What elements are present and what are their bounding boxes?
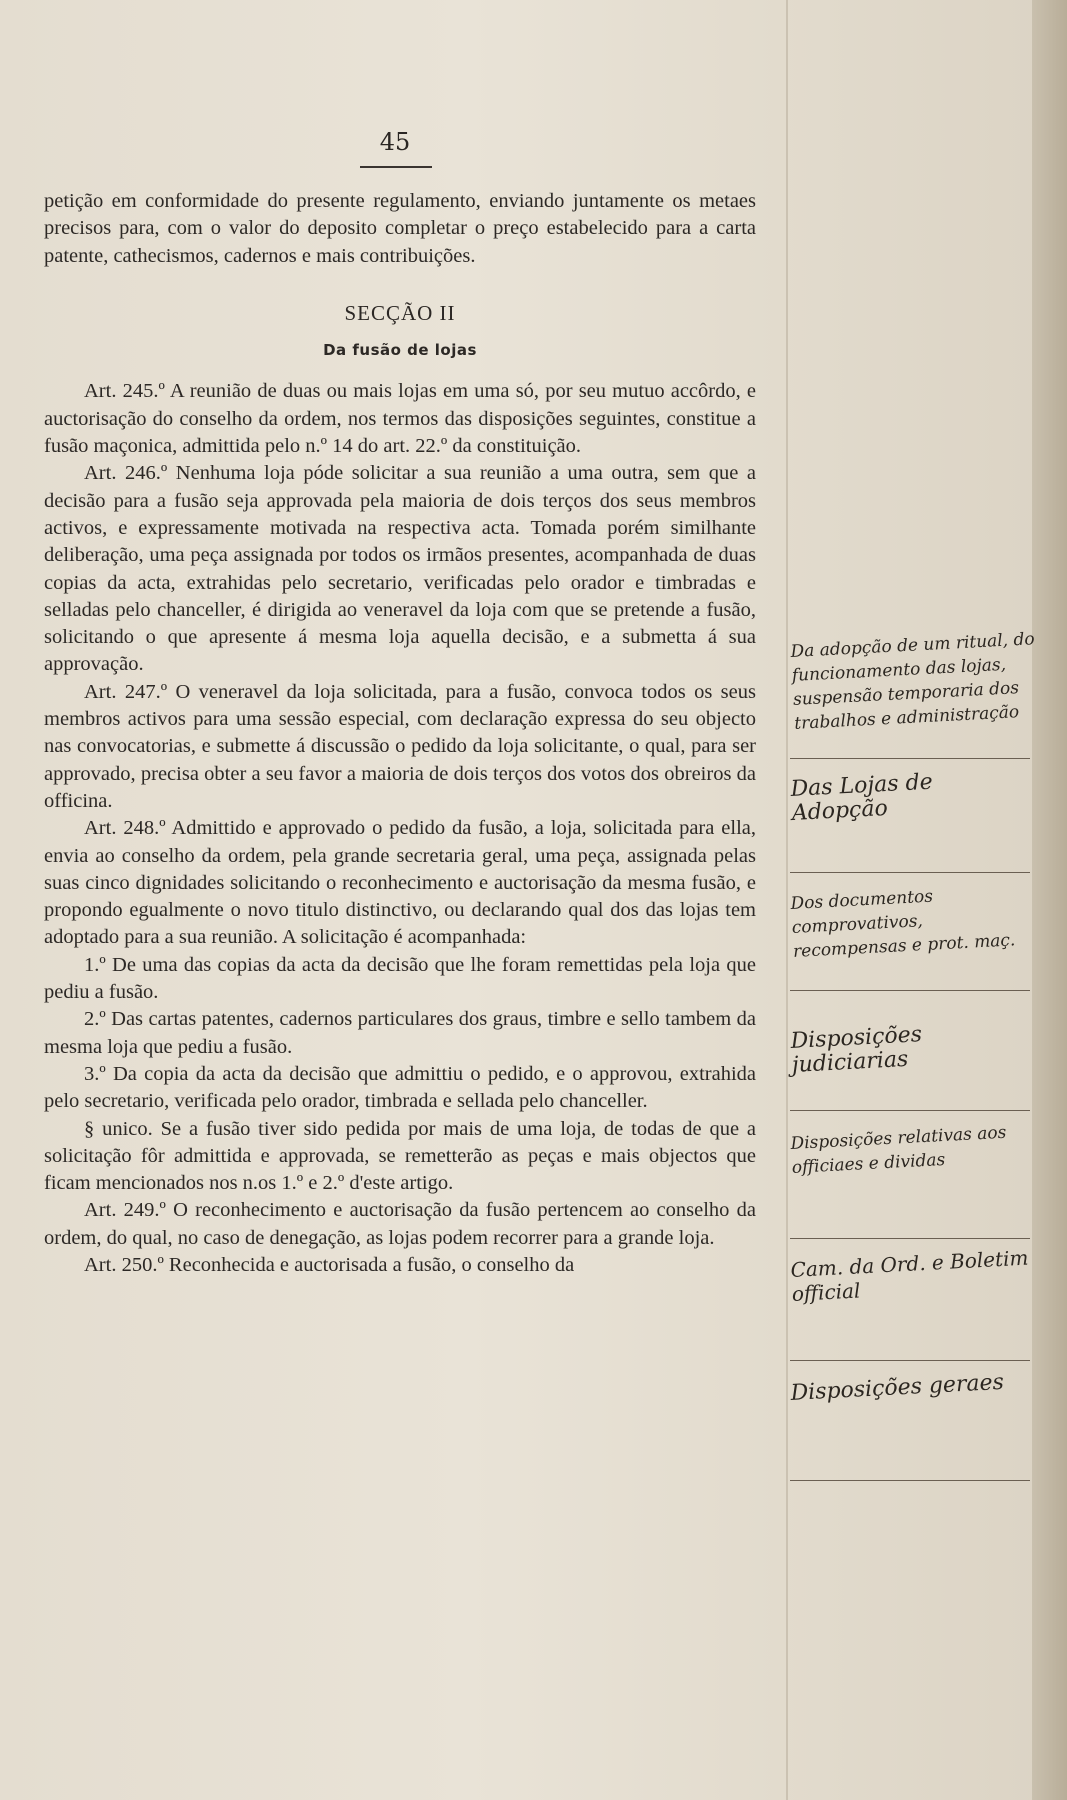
margin-note-1: Da adopção de um ritual, do funcionamento das lojas, suspensão temporaria dos trabalhos e administração [790, 629, 1036, 734]
article-249: Art. 249.º O reconhecimento e auctorisação da fusão pertencem ao conselho da ordem, do qual, no caso de denegação, as lojas podem recorrer para a grande loja. [44, 1199, 756, 1249]
article-250: Art. 250.º Reconhecida e auctorisada a fusão, o conselho da [84, 1253, 575, 1276]
margin-note-3: Dos documentos comprovativos, recompensas e prot. maç. [790, 886, 1016, 962]
paragraph-unico: § unico. Se a fusão tiver sido pedida por mais de uma loja, de todas de que a solicitação fôr admittida e approvada, se remetterão as peças e mais objectos que ficam mencionados nos n.os 1.º e 2.º d'este artigo. [44, 1117, 756, 1195]
section-title: SECÇÃO II [344, 300, 456, 325]
article-245: Art. 245.º A reunião de duas ou mais lojas em uma só, por seu mutuo accôrdo, e auctorisação do conselho da ordem, nos termos das disposições seguintes, constitue a fusão maçonica, admittida pelo n.º 14 do art. 22.º da constituição. [44, 380, 756, 458]
section-subtitle: Da fusão de lojas [323, 341, 477, 360]
slip-divider [790, 1480, 1030, 1481]
slip-divider [790, 872, 1030, 873]
article-248: Art. 248.º Admittido e approvado o pedido da fusão, a loja, solicitada para ella, envia ao conselho da ordem, pela grande secretaria geral, uma peça, assignada pelas suas cinco dignidades solicitando o reconhecimento e auctorisação da mesma fusão, e propondo egualmente o novo titulo distinctivo, ou declarando qual dos das lojas tem adoptado para a sua reunião. A solicitação é acompanhada: [44, 817, 756, 949]
slip-divider [790, 990, 1030, 991]
intro-paragraph: petição em conformidade do presente regulamento, enviando juntamente os metaes precisos para, com o valor do deposito completar o preço estabelecido para a carta patente, cathecismos, cadernos e mais contribuições. [44, 190, 756, 267]
slip-divider [790, 1360, 1030, 1361]
article-248-item-1: 1.º De uma das copias da acta da decisão que lhe foram remettidas pela loja que pediu a fusão. [44, 953, 756, 1004]
slip-divider [790, 758, 1030, 759]
slip-divider [790, 1238, 1030, 1239]
main-text [44, 188, 756, 1279]
article-246: Art. 246.º Nenhuma loja póde solicitar a sua reunião a uma outra, sem que a decisão para a fusão seja approvada pela maioria de dois terços dos seus membros activos, e expressamente motivada na respectiva acta. Tomada porém similhante deliberação, uma peça assignada por todos os irmãos presentes, acompanhada de duas copias da acta, extrahidas pelo secretario, verificadas pelo orador e timbradas e selladas pelo chanceller, é dirigida ao veneravel da loja com que se pretende a fusão, solicitando o que apresente á mesma loja aquella decisão, e a submetta á sua approvação. [44, 462, 756, 676]
margin-note-7: Disposições geraes [789, 1369, 1005, 1406]
margin-fold [786, 0, 788, 1800]
article-248-item-3: 3.º Da copia da acta da decisão que admittiu o pedido, e o approvou, extrahida pelo secretario, verificada pelo orador, timbrada e sellada pelo chanceller. [44, 1062, 756, 1113]
page-edge [1032, 0, 1067, 1800]
page-number-rule [360, 166, 432, 168]
article-248-item-2: 2.º Das cartas patentes, cadernos particulares dos graus, timbre e sello tambem da mesma loja que pediu a fusão. [44, 1008, 756, 1058]
margin-note-6: Cam. da Ord. e Boletim official [790, 1245, 1029, 1306]
article-247: Art. 247.º O veneravel da loja solicitada, para a fusão, convoca todos os seus membros activos para uma sessão especial, com declaração expressa do seu objecto nas convocatorias, e submette á discussão o pedido da loja solicitante, o qual, para ser approvado, precisa obter a seu favor a maioria de dois terços dos votos dos obreiros da officina. [44, 680, 756, 812]
page-number: 45 [379, 128, 411, 156]
margin-note-4: Disposições judiciarias [789, 1022, 923, 1078]
margin-note-2: Das Lojas de Adopção [789, 769, 934, 826]
margin-note-5: Disposições relativas aos officiaes e dividas [790, 1122, 1007, 1178]
slip-divider [790, 1110, 1030, 1111]
